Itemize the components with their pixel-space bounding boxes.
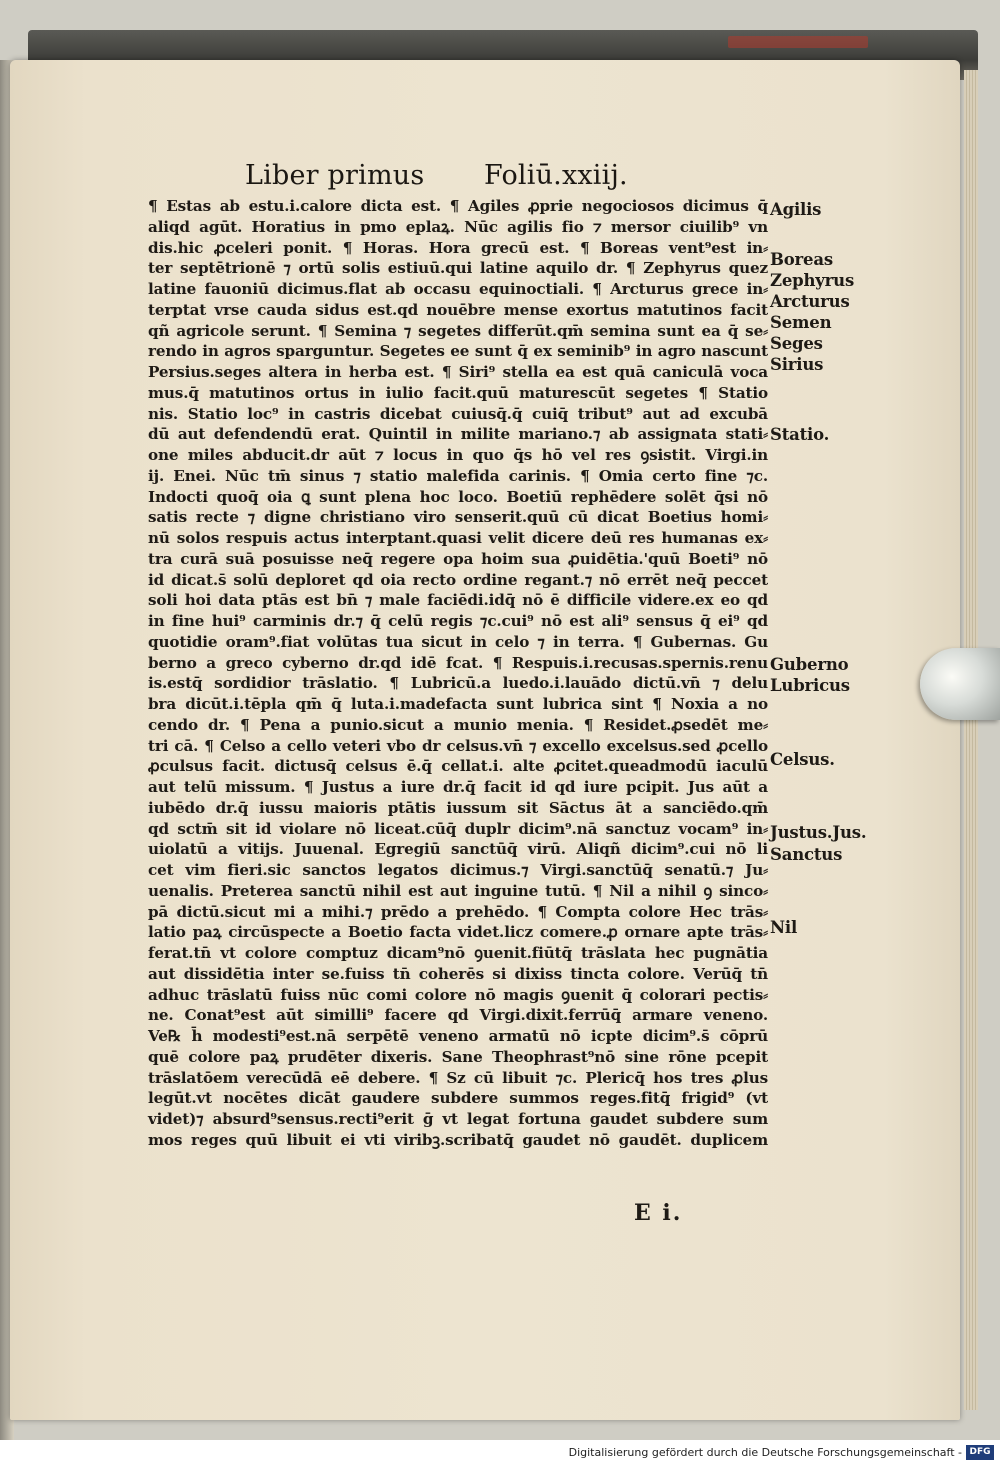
text-line: adhuc trāslatū fuiss nūc comi colore nō magis ꝯuenit q̄ colorari pectis⸗ [148,985,768,1004]
signature-mark: E i. [634,1200,683,1226]
text-line: quē colore paꝝ prudēter dixeris. Sane Theophrast⁹nō sine rōne pcepit [148,1047,768,1066]
marginal-note: Celsus. [770,750,835,769]
marginal-note: Statio. [770,425,830,444]
text-line: is.estq̄ sordidior trāslatio. ¶ Lubricū.a luedo.i.lauādo dictū.vn̄ ⁊ delu [148,674,768,693]
text-line: ferat.tn̄ vt colore comptuz dicam⁹nō ꝯuenit.fiūtq̄ trāslata hec pugnātia [148,944,768,962]
dfg-logo: DFG [966,1445,994,1460]
text-line: iubēdo dr.q̄ iussu maioris ptātis iussum sit Sāctus āt a sanciēdo.qm̄ [148,798,768,817]
text-line: videt)⁊ absurd⁹sensus.recti⁹erit ḡ vt legat fortuna gaudet subdere sum [148,1110,768,1128]
text-line: nū solos respuis actus interptant.quasi velit dicere deū res humanas ex⸗ [148,529,768,547]
text-line: uiolatū a vitijs. Juuenal. Egregiū sanctūq̄ virū. Aliqñ dicim⁹.cui nō li [148,840,768,859]
text-line: cendo dr. ¶ Pena a punio.sicut a munio menia. ¶ Residet.ꝓsedēt me⸗ [148,715,768,734]
marginal-note: Arcturus [770,292,850,311]
running-head-left: Liber primus [245,160,425,191]
text-line: dū aut defendendū erat. Quintil in milite mariano.⁊ ab assignata stati⸗ [148,425,768,444]
page-stack-edge [964,70,978,1410]
marginal-note: Nil [770,918,798,937]
text-line: latio paꝝ circūspecte a Boetio facta videt.licz comere.ꝓ ornare apte trās⸗ [148,923,768,942]
text-line: rendo in agros sparguntur. Segetes ee sunt q̄ ex seminib⁹ in agro nascunt [148,342,768,361]
text-line: soli hoi data ptās est bn̄ ⁊ male faciēdi.idq̄ nō ē difficile videre.ex eo qd [148,591,768,610]
running-head [245,160,628,191]
marginal-note: Boreas [770,250,833,269]
text-line: quotidie oram⁹.fiat volūtas tua sicut in celo ⁊ in terra. ¶ Gubernas. Gu [148,632,768,651]
text-line: bra dicūt.i.tēpla qm̄ q̄ luta.i.madefacta sunt lubrica sint ¶ Noxia a no [148,695,768,713]
marginal-note: Justus.Jus. [770,823,867,842]
text-line: qñ agricole serunt. ¶ Semina ⁊ segetes differūt.qm̄ semina sunt ea q̄ se⸗ [148,321,768,340]
marginal-note: Seges [770,334,823,353]
text-line: legūt.vt nocētes dicāt gaudere subdere summos reges.fitq̄ frigid⁹ (vt [148,1089,768,1108]
marginal-note: Semen [770,313,832,332]
text-line: aut dissidētia inter se.fuiss tn̄ coherēs si dixiss tincta colore. Verūq̄ tn̄ [148,964,768,983]
text-line: uenalis. Preterea sanctū nihil est aut inguine tutū. ¶ Nil a nihil ꝯ sinco⸗ [148,881,768,900]
text-line: ꝓculsus facit. dictusq̄ celsus ē.q̄ cellat.i. alte ꝓcitet.queadmodū iaculū [148,757,768,776]
marginal-note: Sanctus [770,845,843,864]
text-line: Indocti quoq̄ oia ꝗ sunt plena hoc loco. Boetiū rephēdere solēt q̄si nō [148,487,768,506]
marginal-note: Lubricus [770,676,850,695]
text-line: ¶ Estas ab estu.i.calore dicta est. ¶ Agiles ꝓprie negociosos dicimus q̄ [148,197,768,215]
text-line: nis. Statio loc⁹ in castris dicebat cuiusq̄.q̄ cuiq̄ tribut⁹ aut ad excubā [148,404,768,423]
marginal-note: Zephyrus [770,271,855,290]
text-line: qd sctm̄ sit id violare nō liceat.cūq̄ duplr dicim⁹.nā sanctuz vocam⁹ in⸗ [148,819,768,838]
text-line: tri cā. ¶ Celso a cello veteri vbo dr celsus.vn̄ ⁊ excello excelsus.sed ꝓcello [148,736,768,755]
text-line: trāslatōem verecūdā eē debere. ¶ Sz cū libuit ⁊c. Plericq̄ hos tres ꝓlus [148,1068,768,1087]
text-line: aut telū missum. ¶ Justus a iure dr.q̄ facit id qd iure pcipit. Jus aūt a [148,778,768,796]
footer-credit: Digitalisierung gefördert durch die Deutsche Forschungsgemeinschaft - [568,1446,962,1459]
text-line: mus.q̄ matutinos ortus in iulio facit.quū maturescūt segetes ¶ Statio [148,383,768,402]
text-line: id dicat.s̄ solū deploret qd oia recto ordine regant.⁊ nō errēt neq̄ peccet [148,570,768,589]
text-line: terptat vrse cauda sidus est.qd nouēbre mense exortus matutinos facit [148,300,768,319]
marginal-note: Sirius [770,355,824,374]
page-clamp [920,648,1000,720]
text-line: aliqd agūt. Horatius in pmo eplaꝝ. Nūc agilis fio ⁊ mersor ciuilib⁹ vn [148,217,768,236]
marginal-note: Guberno [770,655,849,674]
text-line: Ve℞ h̄ modesti⁹est.nā serpētē veneno armatū nō icpte dicim⁹.s̄ cōprū [148,1027,768,1045]
text-line: one miles abducit.dr aūt ⁊ locus in quo q̄s hō vel res ꝯsistit. Virgi.in [148,446,768,464]
text-line: ter septētrionē ⁊ ortū solis estiuū.qui latine aquilo dr. ¶ Zephyrus quez [148,259,768,278]
text-line: berno a greco cyberno dr.qd idē fcat. ¶ Respuis.i.recusas.spernis.renu [148,653,768,672]
text-line: pā dictū.sicut mi a mihi.⁊ prēdo a prehēdo. ¶ Compta colore Hec trās⸗ [148,902,768,921]
text-line: mos reges quū libuit ei vti viribꝫ.scribatq̄ gaudet nō gaudēt. duplicem [148,1130,768,1149]
library-stamp-mark [728,36,868,48]
text-line: latine fauoniū dicimus.flat ab occasu equinoctiali. ¶ Arcturus grece in⸗ [148,280,768,298]
text-line: ij. Enei. Nūc tm̄ sinus ⁊ statio malefida carinis. ¶ Omia certo fine ⁊c. [148,466,768,485]
folio-number: Foliū.xxiij. [484,160,628,191]
text-line: ne. Conat⁹est aūt similli⁹ facere qd Virgi.dixit.ferrūq̄ armare veneno. [148,1006,768,1025]
text-line: satis recte ⁊ digne christiano viro senserit.quū cū dicat Boetius homi⸗ [148,508,768,527]
text-line: tra curā suā posuisse neq̄ regere opa hoim sua ꝓuidētia.'quū Boeti⁹ nō [148,549,768,568]
commentary-text-block [148,196,768,1151]
text-line: Persius.seges altera in herba est. ¶ Siri⁹ stella ea est quā caniculā voca [148,363,768,381]
marginal-note: Agilis [770,200,822,219]
digitization-footer [0,1440,1000,1467]
text-line: cet vim fieri.sic sanctos legatos dicimus.⁊ Virgi.sanctūq̄ senatū.⁊ Ju⸗ [148,861,768,879]
text-line: in fine hui⁹ carminis dr.⁊ q̄ celū regis ⁊c.cui⁹ nō est ali⁹ sensus q̄ ei⁹ qd [148,612,768,630]
text-line: dis.hic ꝓceleri ponit. ¶ Horas. Hora grecū est. ¶ Boreas vent⁹est in⸗ [148,238,768,257]
